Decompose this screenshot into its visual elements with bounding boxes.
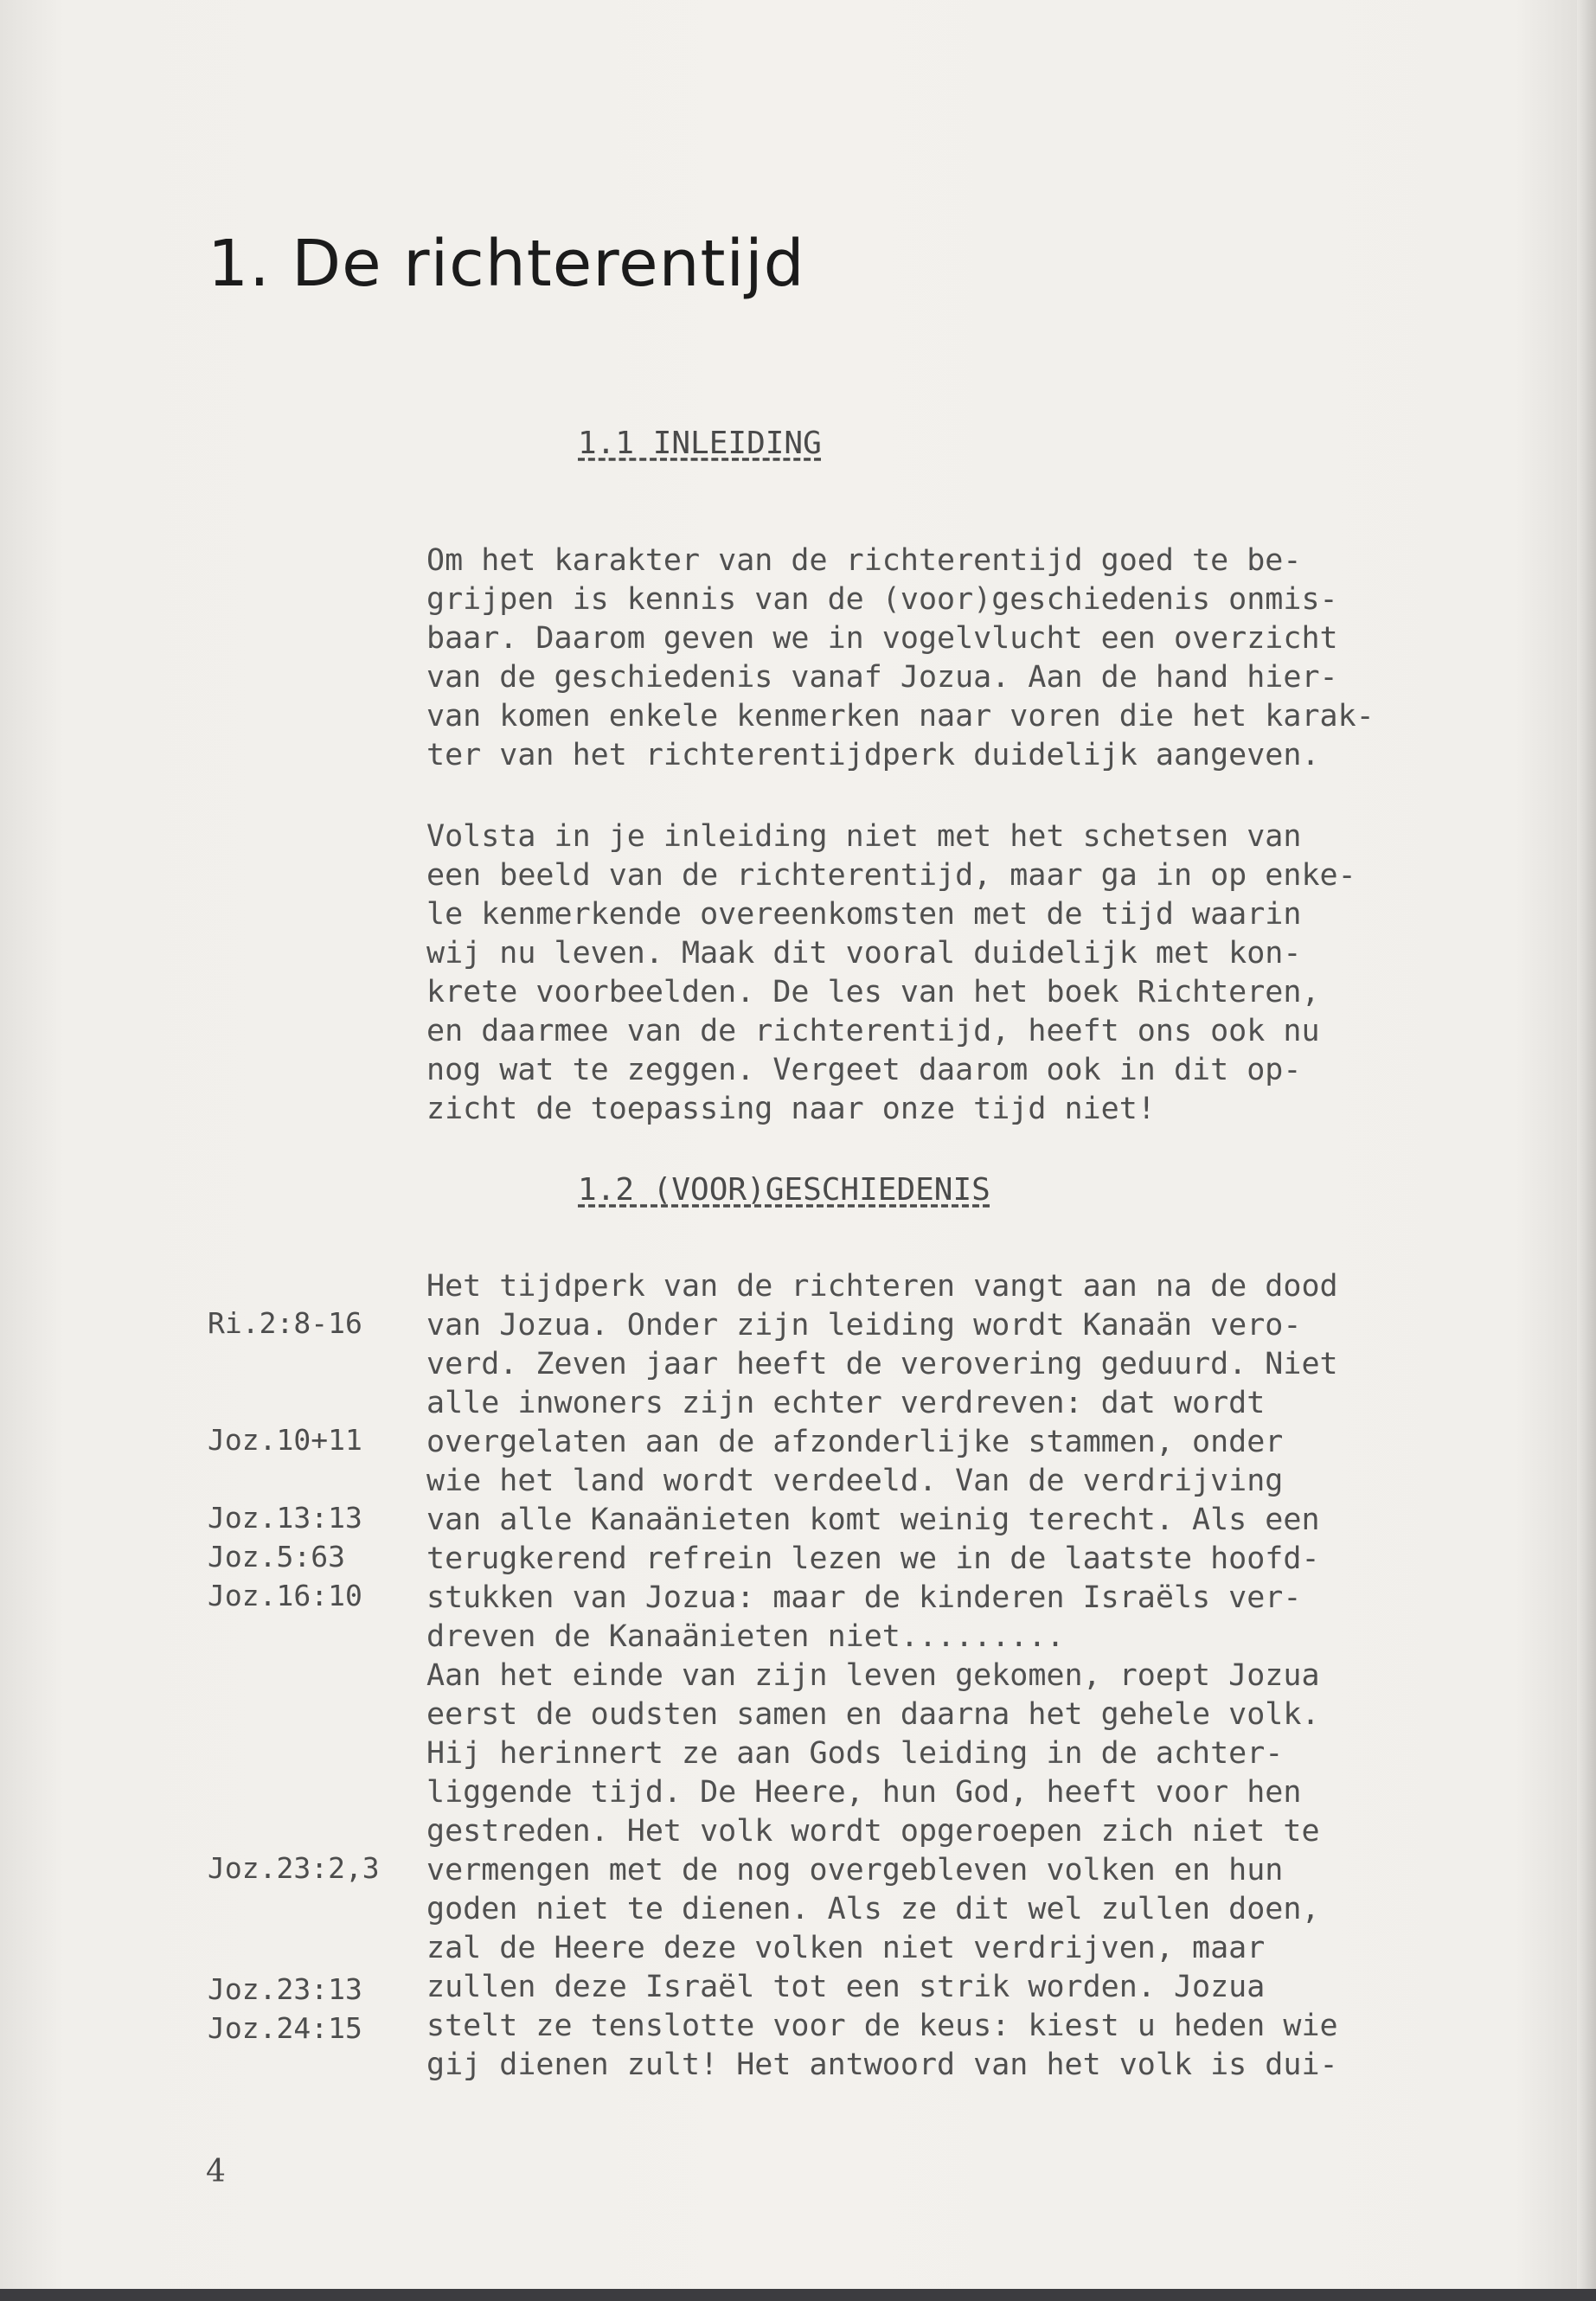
paragraph-voorgeschiedenis: Het tijdperk van de richteren vangt aan na de dood van Jozua. Onder zijn leiding wordt Kanaän vero- verd. Zeven jaar heeft de verovering geduurd. Niet alle inwoners zijn echter verdreven: dat wordt overgelaten aan de afzonderlijke stammen, onder wie het land wordt verdeeld. Van de verdrijving van alle Kanaänieten komt weinig terecht. Als een terugkerend refrein lezen we in de laatste hoofd- stukken van Jozua: maar de kinderen Israëls ver- dreven de Kanaänieten niet......... Aan het einde van zijn leven gekomen, roept Jozua eerst de oudsten samen en daarna het gehele volk. Hij herinnert ze aan Gods leiding in de achter- liggende tijd. De Heere, hun God, heeft voor hen gestreden. Het volk wordt opgeroepen zich niet te vermengen met de nog overgebleven volken en hun goden niet te dienen. Als ze dit wel zullen doen, zal de Heere deze volken niet verdrijven, maar zullen deze Israël tot een strik worden. Jozua stelt ze tenslotte voor de keus: kiest u heden wie gij dienen zult! Het antwoord van het volk is dui- (426, 1269, 1338, 2082)
margin-reference: Joz.24:15 (208, 2011, 362, 2045)
paragraph-inleiding-2: Volsta in je inleiding niet met het schetsen van een beeld van de richterentijd, maar ga in op enke- le kenmerkende overeenkomsten met de tijd waarin wij nu leven. Maak dit vooral duidelijk met kon- krete voorbeelden. De les van het boek Richteren, en daarmee van de richterentijd, heeft ons ook nu nog wat te zeggen. Vergeet daarom ook in dit op- zicht de toepassing naar onze tijd niet! (426, 819, 1356, 1126)
scan-bottom-edge (0, 2289, 1596, 2301)
margin-reference: Ri.2:8-16 (208, 1306, 362, 1340)
margin-reference: Joz.10+11 (208, 1423, 362, 1457)
chapter-title: 1. De richterentijd (208, 227, 805, 301)
section-heading-inleiding: 1.1 INLEIDING (578, 426, 822, 461)
page-edge-shadow (1577, 0, 1596, 2301)
margin-reference: Joz.23:13 (208, 1972, 362, 2006)
margin-reference: Joz.23:2,3 (208, 1851, 380, 1885)
paragraph-inleiding-1: Om het karakter van de richterentijd goed te be- grijpen is kennis van de (voor)geschiedenis onmis- baar. Daarom geven we in vogelvlucht een overzicht van de geschiedenis vanaf Jozua. Aan de hand hier- van komen enkele kenmerken naar voren die het karak- ter van het richterentijdperk duidelijk aangeven. (426, 543, 1375, 772)
page-number: 4 (206, 2154, 226, 2189)
margin-reference: Joz.16:10 (208, 1579, 362, 1612)
margin-reference: Joz.13:13 (208, 1501, 362, 1535)
section-heading-voorgeschiedenis: 1.2 (VOOR)GESCHIEDENIS (578, 1172, 990, 1208)
margin-reference: Joz.5:63 (208, 1540, 345, 1574)
